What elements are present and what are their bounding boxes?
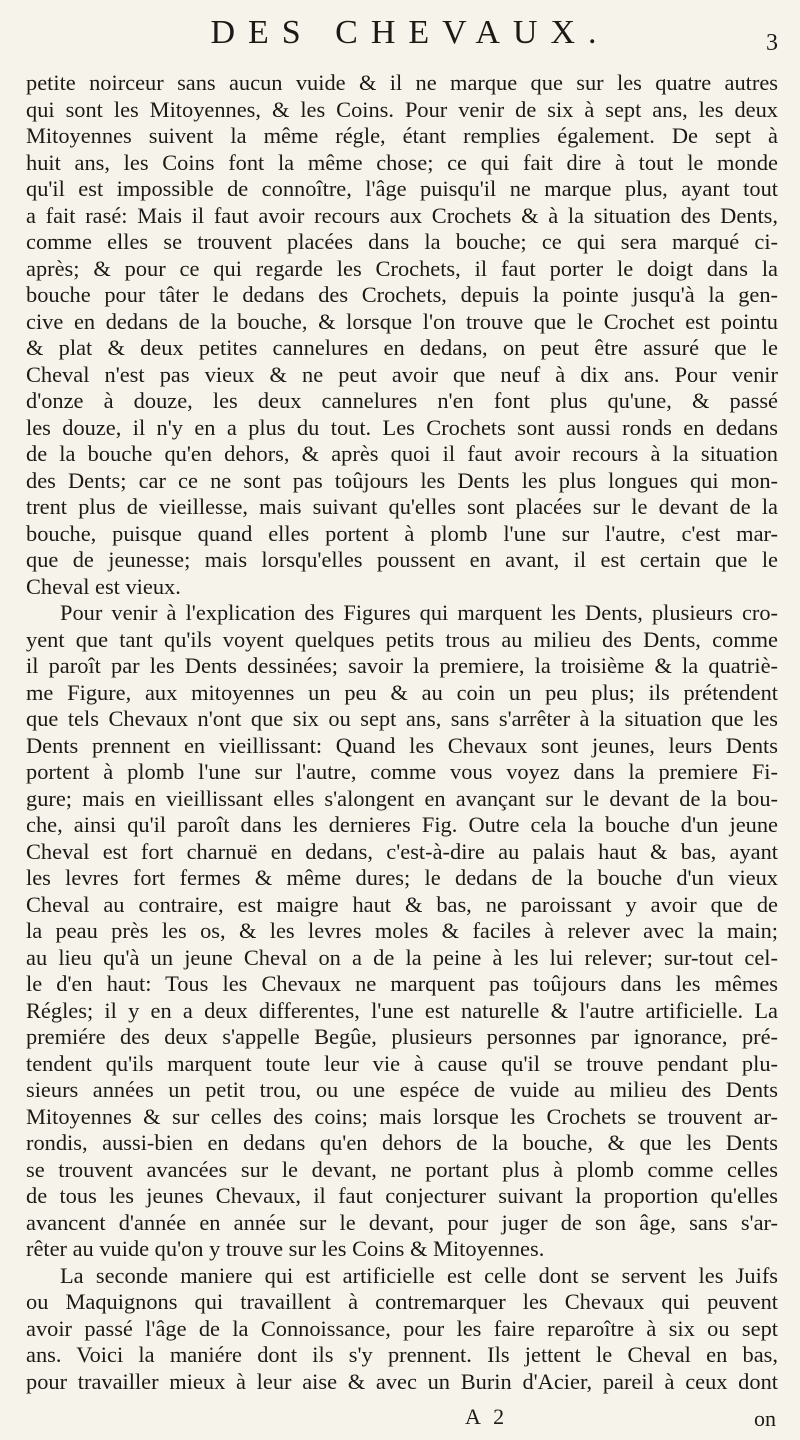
text-line: au lieu qu'à un jeune Cheval on a de la peine à les lui relever; sur-tout cel- xyxy=(26,944,778,970)
text-line: ou Maquignons qui travaillent à contremarquer les Chevaux qui peuvent xyxy=(26,1289,778,1314)
page-number: 3 xyxy=(766,30,778,56)
text-line: bouche, puisque quand elles portent à plomb l'une sur l'autre, c'est mar- xyxy=(26,520,778,546)
text-line: qui sont les Mitoyennes, & les Coins. Pour venir de six à sept ans, les deux xyxy=(26,96,778,122)
text-line: Pour venir à l'explication des Figures qui marquent les Dents, plusieurs cro- xyxy=(60,600,778,625)
text-line: de la bouche qu'en dehors, & après quoi il faut avoir recours à la situation xyxy=(26,441,778,466)
body-text xyxy=(26,70,778,1395)
text-line: le d'en haut: Tous les Chevaux ne marquent pas toûjours dans les mêmes xyxy=(26,971,778,996)
text-line: Mitoyennes & sur celles des coins; mais lorsque les Crochets se trouvent ar- xyxy=(26,1103,778,1129)
text-line: La seconde maniere qui est artificielle est celle dont se servent les Juifs xyxy=(60,1262,778,1288)
signature-mark: A 2 xyxy=(465,1404,509,1429)
text-line: gure; mais en vieillissant elles s'alongent en avançant sur le devant de la bou- xyxy=(26,785,778,811)
text-line: pour travailler mieux à leur aise & avec un Burin d'Acier, pareil à ceux dont xyxy=(26,1368,778,1394)
text-line: Cheval au contraire, est maigre haut & bas, ne paroissant y avoir que de xyxy=(26,891,778,917)
text-line: tendent qu'ils marquent toute leur vie à cause qu'il se trouve pendant plu- xyxy=(26,1050,778,1076)
text-line: portent à plomb l'une sur l'autre, comme vous voyez dans la premiere Fi- xyxy=(26,759,778,784)
text-line: il paroît par les Dents dessinées; savoir la premiere, la troisième & la quatriè- xyxy=(26,653,778,678)
text-line: Cheval n'est pas vieux & ne peut avoir que neuf à dix ans. Pour venir xyxy=(26,361,778,387)
text-line: cive en dedans de la bouche, & lorsque l'on trouve que le Crochet est pointu xyxy=(26,308,778,334)
text-line: des Dents; car ce ne sont pas toûjours les Dents les plus longues qui mon- xyxy=(26,467,778,493)
text-line: yent que tant qu'ils voyent quelques petits trous au milieu des Dents, comme xyxy=(26,626,778,652)
text-line: bouche pour tâter le dedans des Crochets, depuis la pointe jusqu'à la gen- xyxy=(26,282,778,307)
text-line: comme elles se trouvent placées dans la bouche; ce qui sera marqué ci- xyxy=(26,229,778,254)
text-line: Dents prennent en vieillissant: Quand les Chevaux sont jeunes, leurs Dents xyxy=(26,732,778,758)
text-line: qu'il est impossible de connoître, l'âge puisqu'il ne marque plus, ayant tout xyxy=(26,176,778,201)
text-line: Mitoyennes suivent la même régle, étant remplies également. De sept à xyxy=(26,123,778,148)
text-line: avoir passé l'âge de la Connoissance, pour les faire reparoître à six ou sept xyxy=(26,1315,778,1341)
text-line: & plat & deux petites cannelures en dedans, on peut être assuré que le xyxy=(26,335,778,360)
text-line: les douze, il n'y en a plus du tout. Les Crochets sont aussi ronds en dedans xyxy=(26,414,778,440)
text-line: après; & pour ce qui regarde les Crochets, il faut porter le doigt dans la xyxy=(26,255,778,281)
page-header xyxy=(0,10,800,60)
text-line: rêter au vuide qu'on y trouve sur les Coins & Mitoyennes. xyxy=(26,1236,545,1261)
text-line: me Figure, aux mitoyennes un peu & au coin un peu plus; ils prétendent xyxy=(26,679,778,705)
text-line: petite noirceur sans aucun vuide & il ne marque que sur les quatre autres xyxy=(26,70,778,95)
text-line: Cheval est fort charnuë en dedans, c'est-à-dire au palais haut & bas, ayant xyxy=(26,838,778,864)
text-line: les levres fort fermes & même dures; le dedans de la bouche d'un vieux xyxy=(26,865,778,890)
catchword: on xyxy=(754,1406,776,1431)
page-footer xyxy=(0,1398,800,1438)
text-line: de tous les jeunes Chevaux, il faut conjecturer suivant la proportion qu'elles xyxy=(26,1183,778,1208)
text-line: trent plus de vieillesse, mais suivant qu'elles sont placées sur le devant de la xyxy=(26,494,778,519)
text-line: huit ans, les Coins font la même chose; ce qui fait dire à tout le monde xyxy=(26,149,778,175)
text-line: che, ainsi qu'il paroît dans les dernieres Fig. Outre cela la bouche d'un jeune xyxy=(26,812,778,837)
text-line: Régles; il y en a deux differentes, l'une est naturelle & l'autre artificielle. La xyxy=(26,997,778,1023)
text-line: que tels Chevaux n'ont que six ou sept ans, sans s'arrêter à la situation que les xyxy=(26,706,778,731)
text-line: avancent d'année en année sur le devant, pour juger de son âge, sans s'ar- xyxy=(26,1209,778,1235)
text-line: la peau près les os, & les levres moles & faciles à relever avec la main; xyxy=(26,918,778,943)
text-line: d'onze à douze, les deux cannelures n'en font plus qu'une, & passé xyxy=(26,388,778,413)
running-title: DES CHEVAUX. xyxy=(210,14,610,51)
text-line: ans. Voici la maniére dont ils s'y prennent. Ils jettent le Cheval en bas, xyxy=(26,1342,778,1367)
text-line: que de jeunesse; mais lorsqu'elles poussent en avant, il est certain que le xyxy=(26,547,778,572)
text-line: a fait rasé: Mais il faut avoir recours aux Crochets & à la situation des Dents, xyxy=(26,202,778,228)
text-line: sieurs années un petit trou, ou une espéce de vuide au milieu des Dents xyxy=(26,1077,778,1102)
text-line: rondis, aussi-bien en dedans qu'en dehors de la bouche, & que les Dents xyxy=(26,1130,778,1155)
text-line: Cheval est vieux. xyxy=(26,573,181,599)
text-line: se trouvent avancées sur le devant, ne portant plus à plomb comme celles xyxy=(26,1156,778,1182)
text-line: premiére des deux s'appelle Begûe, plusieurs personnes par ignorance, pré- xyxy=(26,1024,778,1049)
